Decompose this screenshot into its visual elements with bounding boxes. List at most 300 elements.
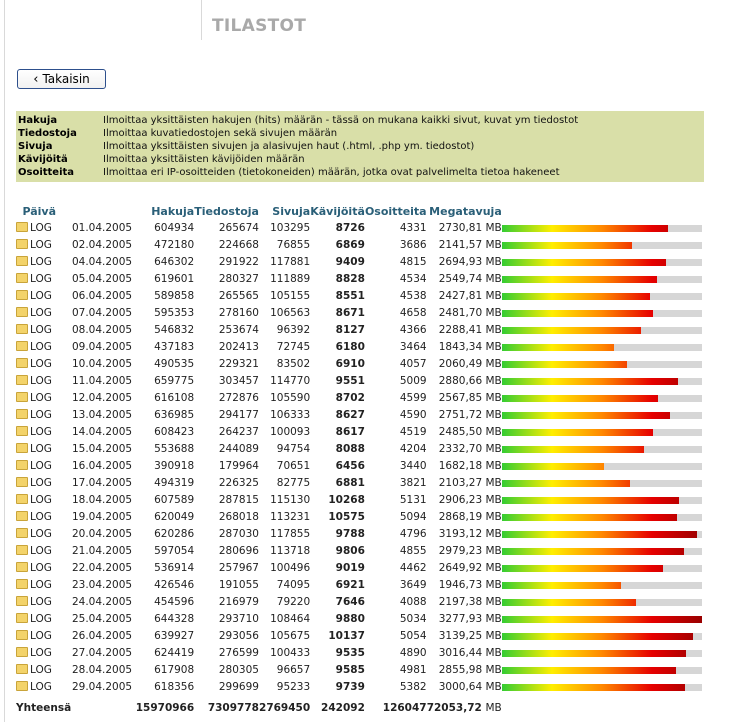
log-label[interactable]: LOG [30,306,52,319]
usage-bar-track [502,429,702,436]
cell-megatavuja: 2060,49 MB [438,357,502,370]
cell-hakuja: 646302 [154,255,195,268]
cell-sivuja: 100433 [270,646,311,659]
usage-bar-track [502,633,702,640]
log-link[interactable] [16,491,56,508]
cell-osoitteita: 4599 [399,391,427,404]
cell-date: 21.04.2005 [71,544,133,557]
log-link[interactable] [16,321,56,338]
log-label[interactable]: LOG [30,544,52,557]
cell-sivuja: 113718 [270,544,311,557]
legend-row [18,114,702,127]
cell-sivuja: 106563 [270,306,311,319]
cell-tiedostoja: 191055 [218,578,259,591]
table-row [16,440,704,457]
log-label[interactable]: LOG [30,459,52,472]
total-kavijoita: 242092 [321,701,365,714]
folder-icon [16,545,28,555]
log-label[interactable]: LOG [30,289,52,302]
log-link[interactable] [16,406,56,423]
cell-date: 16.04.2005 [71,459,133,472]
log-label[interactable]: LOG [30,340,52,353]
usage-bar-track [502,565,702,572]
usage-bar-cell [502,644,704,661]
log-link[interactable] [16,440,56,457]
folder-icon [16,375,28,385]
usage-bar-track [502,310,702,317]
log-label[interactable]: LOG [30,323,52,336]
header-kavijoita: Kävijöitä [310,205,365,218]
table-row [16,406,704,423]
cell-tiedostoja: 272876 [218,391,259,404]
cell-hakuja: 624419 [154,646,195,659]
usage-bar-cell [502,355,704,372]
cell-megatavuja: 2485,50 MB [438,425,502,438]
cell-date: 24.04.2005 [71,595,133,608]
cell-hakuja: 553688 [154,442,195,455]
header-day: Päivä [22,205,57,218]
cell-osoitteita: 3821 [399,476,427,489]
cell-tiedostoja: 294177 [218,408,259,421]
log-label[interactable]: LOG [30,510,52,523]
usage-bar-fill [502,395,659,402]
usage-bar-fill [502,565,664,572]
log-link[interactable] [16,338,56,355]
log-label[interactable]: LOG [30,391,52,404]
log-label[interactable]: LOG [30,272,52,285]
usage-bar-cell [502,389,704,406]
cell-hakuja: 437183 [154,340,195,353]
cell-osoitteita: 3686 [399,238,427,251]
cell-hakuja: 426546 [154,578,195,591]
total-mb-unit: MB [485,701,502,714]
table-row [16,678,704,695]
chevron-left-icon: ‹ [33,71,39,87]
table-row [16,389,704,406]
usage-bar-track [502,480,702,487]
cell-osoitteita: 4366 [399,323,427,336]
usage-bar-cell [502,423,704,440]
header-osoitteita: Osoitteita [364,205,427,218]
cell-kavijoita: 6921 [335,578,365,591]
usage-bar-cell [502,219,704,236]
cell-megatavuja: 2694,93 MB [438,255,502,268]
usage-bar-fill [502,327,642,334]
usage-bar-fill [502,429,654,436]
cell-sivuja: 114770 [270,374,311,387]
usage-bar-fill [502,242,633,249]
log-link[interactable] [16,287,56,304]
cell-hakuja: 620049 [154,510,195,523]
cell-date: 06.04.2005 [71,289,133,302]
usage-bar-cell [502,678,704,695]
usage-bar-track [502,225,702,232]
total-tiedostoja: 7309778 [207,701,259,714]
folder-icon [16,307,28,317]
log-label[interactable]: LOG [30,442,52,455]
usage-bar-fill [502,361,628,368]
log-label[interactable]: LOG [30,255,52,268]
cell-date: 18.04.2005 [71,493,133,506]
log-link[interactable] [16,423,56,440]
cell-osoitteita: 4658 [399,306,427,319]
usage-bar-cell [502,661,704,678]
cell-date: 02.04.2005 [71,238,133,251]
cell-osoitteita: 4796 [399,527,427,540]
folder-icon [16,324,28,334]
cell-megatavuja: 2332,70 MB [438,442,502,455]
folder-icon [16,443,28,453]
usage-bar-track [502,650,702,657]
log-link[interactable] [16,610,56,627]
cell-hakuja: 589858 [154,289,195,302]
cell-megatavuja: 3277,93 MB [438,612,502,625]
cell-date: 01.04.2005 [71,221,133,234]
cell-osoitteita: 4981 [399,663,427,676]
cell-hakuja: 619601 [154,272,195,285]
back-button[interactable] [17,69,106,89]
cell-hakuja: 494319 [154,476,195,489]
folder-icon [16,392,28,402]
cell-kavijoita: 6180 [335,340,365,353]
cell-kavijoita: 6456 [335,459,365,472]
log-link[interactable] [16,593,56,610]
cell-osoitteita: 4890 [399,646,427,659]
cell-tiedostoja: 293056 [218,629,259,642]
cell-sivuja: 79220 [276,595,311,608]
cell-hakuja: 607589 [154,493,195,506]
cell-tiedostoja: 299699 [218,680,259,693]
cell-sivuja: 82775 [276,476,311,489]
cell-tiedostoja: 293710 [218,612,259,625]
cell-sivuja: 76855 [276,238,311,251]
log-label[interactable]: LOG [30,646,52,659]
table-row [16,219,704,236]
usage-bar-track [502,599,702,606]
log-label[interactable]: LOG [30,357,52,370]
cell-date: 12.04.2005 [71,391,133,404]
cell-hakuja: 490535 [154,357,195,370]
table-row [16,253,704,270]
usage-bar-cell [502,406,704,423]
cell-hakuja: 604934 [154,221,195,234]
cell-sivuja: 105155 [270,289,311,302]
cell-osoitteita: 4204 [399,442,427,455]
cell-sivuja: 72745 [276,340,311,353]
cell-tiedostoja: 303457 [218,374,259,387]
usage-bar-track [502,616,702,623]
log-label[interactable]: LOG [30,578,52,591]
log-link[interactable] [16,355,56,372]
log-link[interactable] [16,270,56,287]
usage-bar-cell [502,491,704,508]
log-link[interactable] [16,474,56,491]
usage-bar-track [502,327,702,334]
log-link[interactable] [16,508,56,525]
log-label[interactable]: LOG [30,595,52,608]
cell-megatavuja: 3139,25 MB [438,629,502,642]
cell-sivuja: 111889 [270,272,311,285]
log-link[interactable] [16,644,56,661]
log-label[interactable]: LOG [30,612,52,625]
back-button-label: Takaisin [42,72,90,86]
usage-bar-track [502,514,702,521]
usage-bar-track [502,259,702,266]
cell-megatavuja: 3000,64 MB [438,680,502,693]
cell-kavijoita: 9019 [335,561,365,574]
table-row [16,508,704,525]
folder-icon [16,494,28,504]
log-label[interactable]: LOG [30,425,52,438]
usage-bar-cell [502,457,704,474]
usage-bar-cell [502,559,704,576]
usage-bar-fill [502,599,636,606]
usage-bar-cell [502,372,704,389]
usage-bar-fill [502,276,658,283]
log-label[interactable]: LOG [30,561,52,574]
left-border [4,0,5,722]
log-link[interactable] [16,457,56,474]
log-link[interactable] [16,253,56,270]
cell-tiedostoja: 179964 [218,459,259,472]
cell-megatavuja: 2288,41 MB [438,323,502,336]
log-link[interactable] [16,304,56,321]
cell-megatavuja: 2730,81 MB [438,221,502,234]
header-divider [201,0,202,40]
log-link[interactable] [16,372,56,389]
folder-icon [16,647,28,657]
cell-hakuja: 472180 [154,238,195,251]
folder-icon [16,409,28,419]
cell-hakuja: 597054 [154,544,195,557]
log-link[interactable] [16,525,56,542]
cell-megatavuja: 1682,18 MB [438,459,502,472]
usage-bar-track [502,395,702,402]
total-sivuja: 2769450 [259,701,311,714]
log-label[interactable]: LOG [30,663,52,676]
table-row [16,372,704,389]
cell-kavijoita: 6910 [335,357,365,370]
folder-icon [16,460,28,470]
table-row [16,559,704,576]
usage-bar-fill [502,684,685,691]
usage-bar-cell [502,270,704,287]
cell-tiedostoja: 224668 [218,238,259,251]
usage-bar-fill [502,633,694,640]
cell-megatavuja: 2481,70 MB [438,306,502,319]
log-link[interactable] [16,236,56,253]
usage-bar-cell [502,474,704,491]
log-label[interactable]: LOG [30,629,52,642]
log-link[interactable] [16,627,56,644]
cell-tiedostoja: 268018 [218,510,259,523]
folder-icon [16,630,28,640]
usage-bar-track [502,463,702,470]
cell-kavijoita: 6869 [335,238,365,251]
usage-bar-track [502,276,702,283]
legend-box [16,111,704,182]
cell-date: 15.04.2005 [71,442,133,455]
cell-tiedostoja: 278160 [218,306,259,319]
cell-tiedostoja: 226325 [218,476,259,489]
cell-tiedostoja: 280327 [218,272,259,285]
cell-sivuja: 117855 [270,527,311,540]
usage-bar-cell [502,610,704,627]
table-row [16,321,704,338]
cell-osoitteita: 4815 [399,255,427,268]
folder-icon [16,613,28,623]
total-hakuja: 15970966 [135,701,195,714]
cell-osoitteita: 4088 [399,595,427,608]
usage-bar-cell [502,304,704,321]
usage-bar-track [502,412,702,419]
cell-kavijoita: 8127 [335,323,365,336]
cell-megatavuja: 1843,34 MB [438,340,502,353]
cell-osoitteita: 3464 [399,340,427,353]
table-row [16,542,704,559]
log-label[interactable]: LOG [30,493,52,506]
table-row [16,304,704,321]
cell-megatavuja: 2906,23 MB [438,493,502,506]
cell-sivuja: 74095 [276,578,311,591]
cell-hakuja: 390918 [154,459,195,472]
cell-hakuja: 659775 [154,374,195,387]
usage-bar-cell [502,576,704,593]
usage-bar-fill [502,463,605,470]
folder-icon [16,528,28,538]
cell-kavijoita: 10268 [328,493,365,506]
cell-kavijoita: 8828 [335,272,365,285]
usage-bar-fill [502,514,677,521]
log-label[interactable]: LOG [30,374,52,387]
cell-kavijoita: 8617 [335,425,365,438]
cell-sivuja: 105590 [270,391,311,404]
cell-kavijoita: 9880 [335,612,365,625]
header-megatavuja: Megatavuja [429,205,502,218]
folder-icon [16,579,28,589]
log-link[interactable] [16,389,56,406]
usage-bar-fill [502,582,621,589]
table-row [16,474,704,491]
cell-date: 20.04.2005 [71,527,133,540]
log-link[interactable] [16,678,56,695]
cell-hakuja: 454596 [154,595,195,608]
total-bar-spacer [502,695,704,716]
table-row [16,525,704,542]
log-label[interactable]: LOG [30,221,52,234]
cell-osoitteita: 3649 [399,578,427,591]
cell-kavijoita: 6881 [335,476,365,489]
legend-row [18,127,702,140]
usage-bar-fill [502,667,676,674]
usage-bar-cell [502,338,704,355]
log-link[interactable] [16,661,56,678]
cell-hakuja: 546832 [154,323,195,336]
log-link[interactable] [16,542,56,559]
page-title: TILASTOT [212,16,307,36]
cell-sivuja: 100093 [270,425,311,438]
log-label[interactable]: LOG [30,476,52,489]
cell-sivuja: 105675 [270,629,311,642]
cell-sivuja: 117881 [270,255,311,268]
cell-date: 04.04.2005 [71,255,133,268]
cell-tiedostoja: 257967 [218,561,259,574]
usage-bar-cell [502,508,704,525]
folder-icon [16,290,28,300]
cell-sivuja: 103295 [270,221,311,234]
folder-icon [16,222,28,232]
cell-hakuja: 644328 [154,612,195,625]
log-label[interactable]: LOG [30,408,52,421]
usage-bar-track [502,293,702,300]
cell-sivuja: 70651 [276,459,311,472]
cell-kavijoita: 10575 [328,510,365,523]
legend-row [18,153,702,166]
cell-megatavuja: 2197,38 MB [438,595,502,608]
cell-date: 14.04.2005 [71,425,133,438]
stats-table [16,204,704,716]
cell-megatavuja: 3016,44 MB [438,646,502,659]
cell-hakuja: 639927 [154,629,195,642]
folder-icon [16,426,28,436]
cell-tiedostoja: 202413 [218,340,259,353]
cell-tiedostoja: 229321 [218,357,259,370]
cell-kavijoita: 9585 [335,663,365,676]
cell-megatavuja: 2649,92 MB [438,561,502,574]
log-link[interactable] [16,576,56,593]
usage-bar-cell [502,542,704,559]
log-link[interactable] [16,219,56,236]
usage-bar-fill [502,259,666,266]
total-row [16,695,704,716]
cell-date: 13.04.2005 [71,408,133,421]
usage-bar-fill [502,531,697,538]
legend-term: Sivuja [18,141,53,152]
usage-bar-fill [502,497,679,504]
legend-term: Tiedostoja [18,128,77,139]
cell-megatavuja: 2427,81 MB [438,289,502,302]
usage-bar-cell [502,627,704,644]
cell-date: 19.04.2005 [71,510,133,523]
usage-bar-track [502,378,702,385]
total-label: Yhteensä [16,701,72,714]
log-label[interactable]: LOG [30,680,52,693]
log-link[interactable] [16,559,56,576]
cell-hakuja: 608423 [154,425,195,438]
usage-bar-cell [502,253,704,270]
cell-kavijoita: 8671 [335,306,365,319]
cell-kavijoita: 7646 [335,595,365,608]
usage-bar-track [502,242,702,249]
cell-osoitteita: 3440 [399,459,427,472]
cell-tiedostoja: 280305 [218,663,259,676]
cell-date: 05.04.2005 [71,272,133,285]
legend-description: Ilmoittaa kuvatiedostojen sekä sivujen määrän [103,128,338,139]
legend-term: Hakuja [18,115,58,126]
log-label[interactable]: LOG [30,527,52,540]
usage-bar-fill [502,412,670,419]
cell-sivuja: 115130 [270,493,311,506]
table-row [16,491,704,508]
table-row [16,627,704,644]
cell-tiedostoja: 265674 [218,221,259,234]
log-label[interactable]: LOG [30,238,52,251]
folder-icon [16,511,28,521]
cell-osoitteita: 4534 [399,272,427,285]
cell-hakuja: 595353 [154,306,195,319]
usage-bar-track [502,667,702,674]
cell-date: 17.04.2005 [71,476,133,489]
